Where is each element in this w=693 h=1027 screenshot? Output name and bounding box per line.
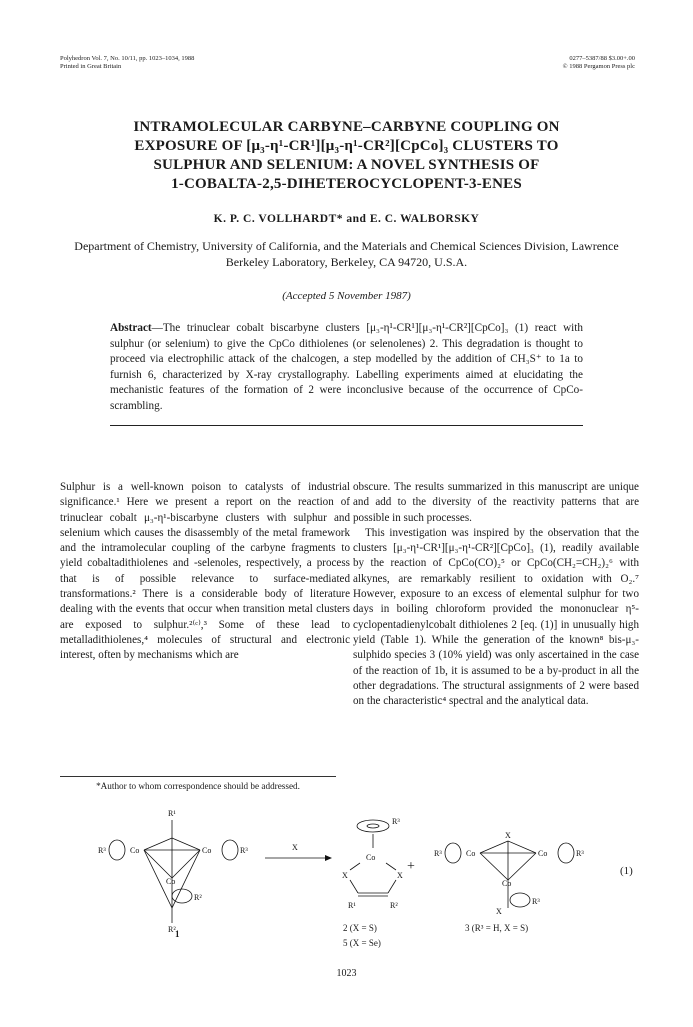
scheme-label-co: Co bbox=[130, 846, 140, 855]
body-column-right bbox=[353, 480, 639, 709]
page-number: 1023 bbox=[336, 968, 357, 979]
scheme-label-r2: R² bbox=[194, 893, 202, 902]
journal-citation: Polyhedron Vol. 7, No. 10/11, pp. 1023–1034, 1988 bbox=[60, 55, 195, 62]
title-line: INTRAMOLECULAR CARBYNE–CARBYNE COUPLING ON bbox=[133, 119, 560, 135]
scheme-label-co: Co bbox=[466, 849, 476, 858]
scheme-label-r1: R¹ bbox=[168, 809, 176, 818]
article-title bbox=[60, 118, 633, 194]
compound-label-2: 2 (X = S) bbox=[343, 923, 377, 933]
title-line: SULPHUR AND SELENIUM: A NOVEL SYNTHESIS OF bbox=[153, 157, 540, 173]
scheme-label-r2: R² bbox=[168, 925, 176, 934]
abstract bbox=[110, 321, 583, 414]
printed-in: Printed in Great Britain bbox=[60, 63, 122, 70]
abstract-text: —The trinuclear cobalt biscarbyne clusters [μ₃-η¹-CR¹][μ₃-η¹-CR²][CpCo]₃ (1) react with sulphur (or selenium) to give the CpCo dithiolenes (or selenolenes) 2. This degradation is thought to proceed via electrophilic attack of the chalcogen, a step modelled by the addition of CH₃S⁺ to 1a to furnish 6, characterized by X-ray crystallography. Labelling experiments aimed at elucidating the mechanistic features of the formation of 2 were inconclusive because of the occurrence of CpCo-scrambling. bbox=[110, 322, 583, 412]
scheme-label-r2: R² bbox=[390, 901, 398, 910]
issn-code: 0277–5387/88 $3.00+.00 bbox=[569, 55, 635, 62]
scheme-label-co: Co bbox=[538, 849, 548, 858]
footnote-divider bbox=[60, 776, 336, 777]
abstract-heading: Abstract bbox=[110, 322, 152, 334]
reaction-scheme-drawing bbox=[60, 808, 640, 958]
title-line: 1-COBALTA-2,5-DIHETEROCYCLOPENT-3-ENES bbox=[171, 176, 522, 192]
copyright-line: © 1988 Pergamon Press plc bbox=[562, 63, 635, 70]
footnote: *Author to whom correspondence should be addressed. bbox=[96, 781, 300, 791]
accepted-date: (Accepted 5 November 1987) bbox=[282, 290, 411, 302]
scheme-label-x: X bbox=[496, 907, 502, 916]
scheme-label-r3: R³ bbox=[434, 849, 442, 858]
reagent-label: X bbox=[292, 843, 298, 852]
scheme-label-r3: R³ bbox=[576, 849, 584, 858]
scheme-label-co: Co bbox=[166, 877, 176, 886]
author-list: K. P. C. VOLLHARDT* and E. C. WALBORSKY bbox=[213, 213, 480, 225]
scheme-label-x: X bbox=[397, 871, 403, 880]
product-3-structure bbox=[434, 831, 584, 916]
affiliation: Department of Chemistry, University of California, and the Materials and Chemical Sciences Division, Lawrence Berkeley Laboratory, Berkeley, CA 94720, U.S.A. bbox=[74, 239, 619, 269]
scheme-label-r3: R³ bbox=[532, 897, 540, 906]
journal-header bbox=[60, 55, 194, 71]
product-2-structure bbox=[342, 817, 403, 910]
equation-number: (1) bbox=[620, 865, 633, 877]
copyright-header bbox=[563, 55, 635, 71]
body-column-left bbox=[60, 480, 350, 664]
compound-label-5: 5 (X = Se) bbox=[343, 938, 381, 948]
body-paragraph: This investigation was inspired by the observation that the clusters [μ₃-η¹-CR¹][μ₃-η¹-CR²][CpCo]₃ (1), readily available by the reaction of CpCo(CO)₂⁵ or CpCo(CH₂=CH₂)₂⁶ with alkynes, are remarkably resilient to oxidation with O₂.⁷ However, exposure to an excess of elemental sulphur for two days in boiling chloroform provided the mononuclear η⁵-cyclopentadienylcobalt dithiolenes 2 [eq. (1)] in unusually high yield (Table 1). While the generation of the known⁸ bis-μ₃-sulphido species 3 (10% yield) was only ascertained in the case of the reaction of 1b, it is assumed to be a by-product in all the other degradations. The structural assignments of 2 were based on the characteristic⁴ spectral and the analytical data. bbox=[353, 526, 639, 708]
scheme-label-x: X bbox=[505, 831, 511, 840]
scheme-label-x: X bbox=[342, 871, 348, 880]
scheme-label-co: Co bbox=[202, 846, 212, 855]
scheme-label-r1: R¹ bbox=[348, 901, 356, 910]
scheme-label-co: Co bbox=[366, 853, 376, 862]
reaction-arrow bbox=[265, 843, 332, 861]
title-line: EXPOSURE OF [μ₃-η¹-CR¹][μ₃-η¹-CR²][CpCo]₃ CLUSTERS TO bbox=[134, 138, 559, 154]
scheme-label-co: Co bbox=[502, 879, 512, 888]
plus-sign: + bbox=[407, 859, 415, 874]
cluster-1-structure bbox=[98, 809, 248, 934]
scheme-label-r3: R³ bbox=[98, 846, 106, 855]
body-paragraph: Sulphur is a well-known poison to catalysts of industrial significance.¹ Here we present a report on the reaction of trinuclear cobalt μ₃-η¹-biscarbyne clusters with sulphur and selenium which causes the disassembly of the metal framework and the intramolecular coupling of the carbyne fragments to yield cobaltadithiolenes and -selenoles, respectively, a process that is of possible relevance to surface-mediated transformations.² There is a considerable body of literature dealing with the events that occur when transition metal clusters are exposed to sulphur.²⁽ᶜ⁾,³ Some of these lead to metalladithiolenes,⁴ molecules of structural and electronic interest, often by mechanisms which are bbox=[60, 481, 350, 662]
reaction-scheme bbox=[60, 808, 640, 958]
body-paragraph: obscure. The results summarized in this manuscript are unique and add to the diversity of the reactivity patterns that are possible in such processes. bbox=[353, 481, 639, 524]
compound-label-3: 3 (R³ = H, X = S) bbox=[465, 923, 529, 933]
abstract-divider bbox=[110, 425, 583, 426]
compound-label-1: 1 bbox=[175, 929, 180, 939]
scheme-label-r3: R³ bbox=[240, 846, 248, 855]
scheme-label-r3: R³ bbox=[392, 817, 400, 826]
